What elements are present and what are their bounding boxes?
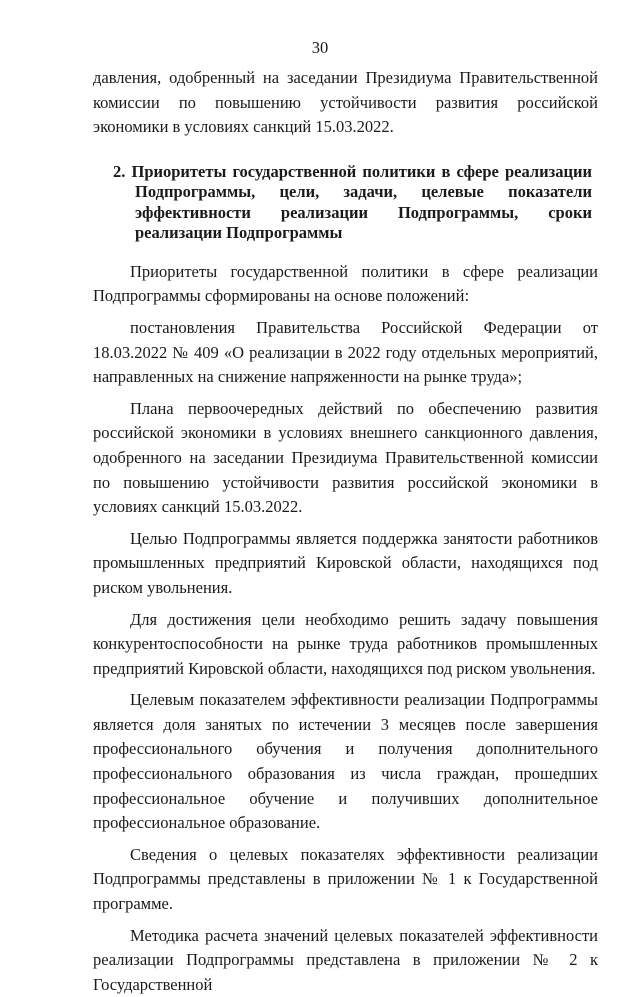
paragraph-appendix-2: Методика расчета значений целевых показателей эффективности реализации Подпрограммы представлена в приложении № 2 к Государственной [93, 925, 598, 994]
paragraph-indicator: Целевым показателем эффективности реализации Подпрограммы является доля занятых по истечении 3 месяцев после завершения профессионального обучения и получения дополнительного профессионального образования из числа граждан, прошедших профессиональное обучение и получивших дополнительное профессиональное образование. [93, 690, 598, 833]
page-number: 30 [311, 38, 329, 57]
section-number: 2. [113, 161, 126, 181]
section-title: Приоритеты государственной политики в сфере реализации Подпрограммы, цели, задачи, целевые показатели эффективности реализации Подпрограммы, сроки реализации Подпрограммы [131, 161, 592, 243]
paragraph-resolution: постановления Правительства Российской Федерации от 18.03.2022 № 409 «О реализации в 2022 году отдельных мероприятий, направленных на снижение напряженности на рынке труда»; [93, 317, 598, 387]
paragraph-task: Для достижения цели необходимо решить задачу повышения конкурентоспособности на рынке труда работников промышленных предприятий Кировской области, находящихся под риском увольнения. [93, 609, 598, 678]
paragraph-continuation: давления, одобренный на заседании Президиума Правительственной комиссии по повышению устойчивости развития российской экономики в условиях санкций 15.03.2022. [93, 68, 598, 137]
document-body [93, 66, 598, 997]
paragraph-priorities: Приоритеты государственной политики в сфере реализации Подпрограммы сформированы на основе положений: [93, 261, 598, 306]
paragraph-goal: Целью Подпрограммы является поддержка занятости работников промышленных предприятий Кировской области, находящихся под риском увольнения. [93, 528, 598, 597]
paragraph-plan: Плана первоочередных действий по обеспечению развития российской экономики в условиях внешнего санкционного давления, одобренного на заседании Президиума Правительственной комиссии по повышению устойчивости развития российской экономики в условиях санкций 15.03.2022. [93, 398, 598, 517]
section-heading [93, 162, 598, 244]
paragraph-appendix-1: Сведения о целевых показателях эффективности реализации Подпрограммы представлены в приложении № 1 к Государственной программе. [93, 844, 598, 914]
